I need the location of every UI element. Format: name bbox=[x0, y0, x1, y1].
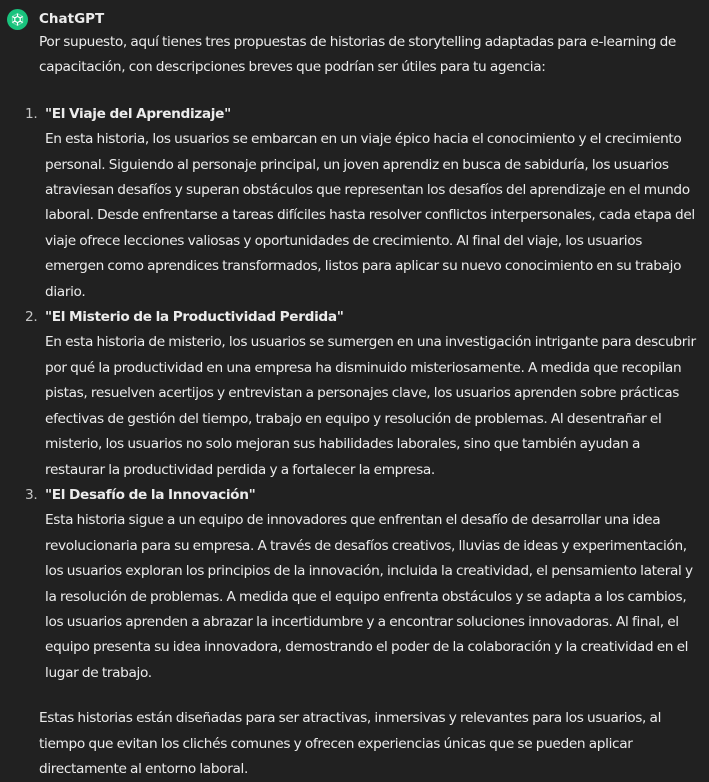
list-item-number: 1. bbox=[25, 105, 38, 122]
openai-logo-svg bbox=[10, 12, 25, 27]
intro-paragraph: Por supuesto, aquí tienes tres propuestas de historias de storytelling adaptadas para e-learning de capacitación, con descripciones breves que podrían ser útiles para tu agencia: bbox=[39, 34, 676, 76]
story-title: "El Misterio de la Productividad Perdida" bbox=[45, 309, 344, 326]
outro-paragraph: Estas historias están diseñadas para ser atractivas, inmersivas y relevantes para los usuarios, al tiempo que evitan los clichés comunes y ofrecen experiencias únicas que se pueden aplicar directamente al entorno laboral. bbox=[39, 710, 662, 777]
message-content bbox=[25, 30, 703, 782]
message-author: ChatGPT bbox=[39, 11, 105, 27]
list-item-number: 3. bbox=[25, 486, 38, 503]
story-description: En esta historia de misterio, los usuarios se sumergen en una investigación intrigante para descubrir por qué la productividad en una empresa ha disminuido misteriosamente. A medida que recopilan pistas, resuelven acertijos y entrevistan a personajes clave, los usuarios aprenden sobre prácticas efectivas de gestión del tiempo, trabajo en equipo y resolución de problemas. Al desentrañar el misterio, los usuarios no solo mejoran sus habilidades laborales, sino que también ayudan a restaurar la productividad perdida y a fortalecer la empresa. bbox=[45, 334, 696, 478]
list-item bbox=[25, 483, 703, 686]
list-item bbox=[25, 102, 703, 305]
stories-list bbox=[25, 102, 703, 686]
openai-logo-icon bbox=[7, 9, 28, 30]
story-title: "El Desafío de la Innovación" bbox=[45, 486, 256, 503]
story-description: En esta historia, los usuarios se embarcan en un viaje épico hacia el conocimiento y el crecimiento personal. Siguiendo al personaje principal, un joven aprendiz en busca de sabiduría, los usuarios atraviesan desafíos y superan obstáculos que representan los desafíos del aprendizaje en el mundo laboral. Desde enfrentarse a tareas difíciles hasta resolver conflictos interpersonales, cada etapa del viaje ofrece lecciones valiosas y oportunidades de crecimiento. Al final del viaje, los usuarios emergen como aprendices transformados, listos para aplicar su nuevo conocimiento en su trabajo diario. bbox=[45, 131, 695, 300]
list-item bbox=[25, 305, 703, 483]
list-item-number: 2. bbox=[25, 309, 38, 326]
story-title: "El Viaje del Aprendizaje" bbox=[45, 105, 231, 122]
story-description: Esta historia sigue a un equipo de innovadores que enfrentan el desafío de desarrollar una idea revolucionaria para su empresa. A través de desafíos creativos, lluvias de ideas y experimentación, los usuarios exploran los principios de la innovación, incluida la creatividad, el pensamiento lateral y la resolución de problemas. A medida que el equipo enfrenta obstáculos y se adapta a los cambios, los usuarios aprenden a abrazar la incertidumbre y a encontrar soluciones innovadoras. Al final, el equipo presenta su idea innovadora, demostrando el poder de la colaboración y la creatividad en el lugar de trabajo. bbox=[45, 512, 693, 681]
